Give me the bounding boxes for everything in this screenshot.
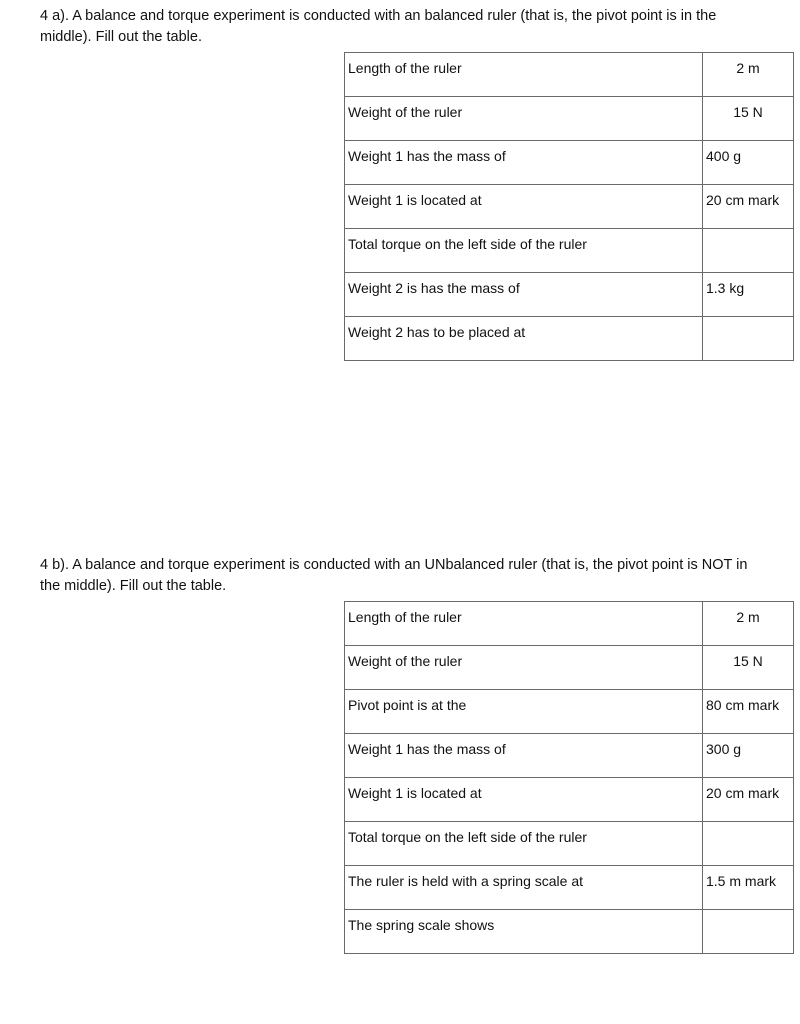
row-label: Weight 1 is located at (345, 185, 703, 229)
row-value: 400 g (703, 141, 794, 185)
question-4a-text: 4 a). A balance and torque experiment is conducted with an balanced ruler (that is, the pivot point is in the middle). Fill out the table. (40, 8, 717, 45)
table-row (345, 822, 794, 866)
experiment-table-4b (344, 601, 794, 954)
row-label: Weight of the ruler (345, 97, 703, 141)
table-row (345, 866, 794, 910)
row-label: Weight of the ruler (345, 646, 703, 690)
answer-cell-spring-scale-reading[interactable] (703, 910, 794, 954)
table-row (345, 141, 794, 185)
answer-cell-total-torque-left[interactable] (703, 229, 794, 273)
row-label: Weight 2 has to be placed at (345, 317, 703, 361)
row-label: Length of the ruler (345, 53, 703, 97)
answer-cell-weight2-position[interactable] (703, 317, 794, 361)
row-value: 20 cm mark (703, 778, 794, 822)
table-row (345, 53, 794, 97)
table-row (345, 690, 794, 734)
table-row (345, 229, 794, 273)
experiment-table-4a (344, 52, 794, 361)
answer-cell-total-torque-left[interactable] (703, 822, 794, 866)
table-row (345, 910, 794, 954)
table-row (345, 317, 794, 361)
row-value: 20 cm mark (703, 185, 794, 229)
row-label: Total torque on the left side of the ruler (345, 229, 703, 273)
table-row (345, 602, 794, 646)
row-value: 300 g (703, 734, 794, 778)
table-row (345, 734, 794, 778)
row-label: Weight 1 has the mass of (345, 141, 703, 185)
row-label: Weight 2 is has the mass of (345, 273, 703, 317)
row-label: The spring scale shows (345, 910, 703, 954)
row-value: 15 N (703, 646, 794, 690)
row-value: 2 m (703, 53, 794, 97)
row-value: 1.3 kg (703, 273, 794, 317)
table-row (345, 646, 794, 690)
table-row (345, 185, 794, 229)
row-label: Pivot point is at the (345, 690, 703, 734)
row-label: Length of the ruler (345, 602, 703, 646)
row-label: Weight 1 has the mass of (345, 734, 703, 778)
row-value: 15 N (703, 97, 794, 141)
row-value: 80 cm mark (703, 690, 794, 734)
row-label: Total torque on the left side of the ruler (345, 822, 703, 866)
table-row (345, 778, 794, 822)
row-label: Weight 1 is located at (345, 778, 703, 822)
table-row (345, 273, 794, 317)
table-row (345, 97, 794, 141)
row-value: 1.5 m mark (703, 866, 794, 910)
question-4b-text: 4 b). A balance and torque experiment is conducted with an UNbalanced ruler (that is, the pivot point is NOT in the middle). Fill out the table. (40, 557, 748, 594)
row-label: The ruler is held with a spring scale at (345, 866, 703, 910)
row-value: 2 m (703, 602, 794, 646)
